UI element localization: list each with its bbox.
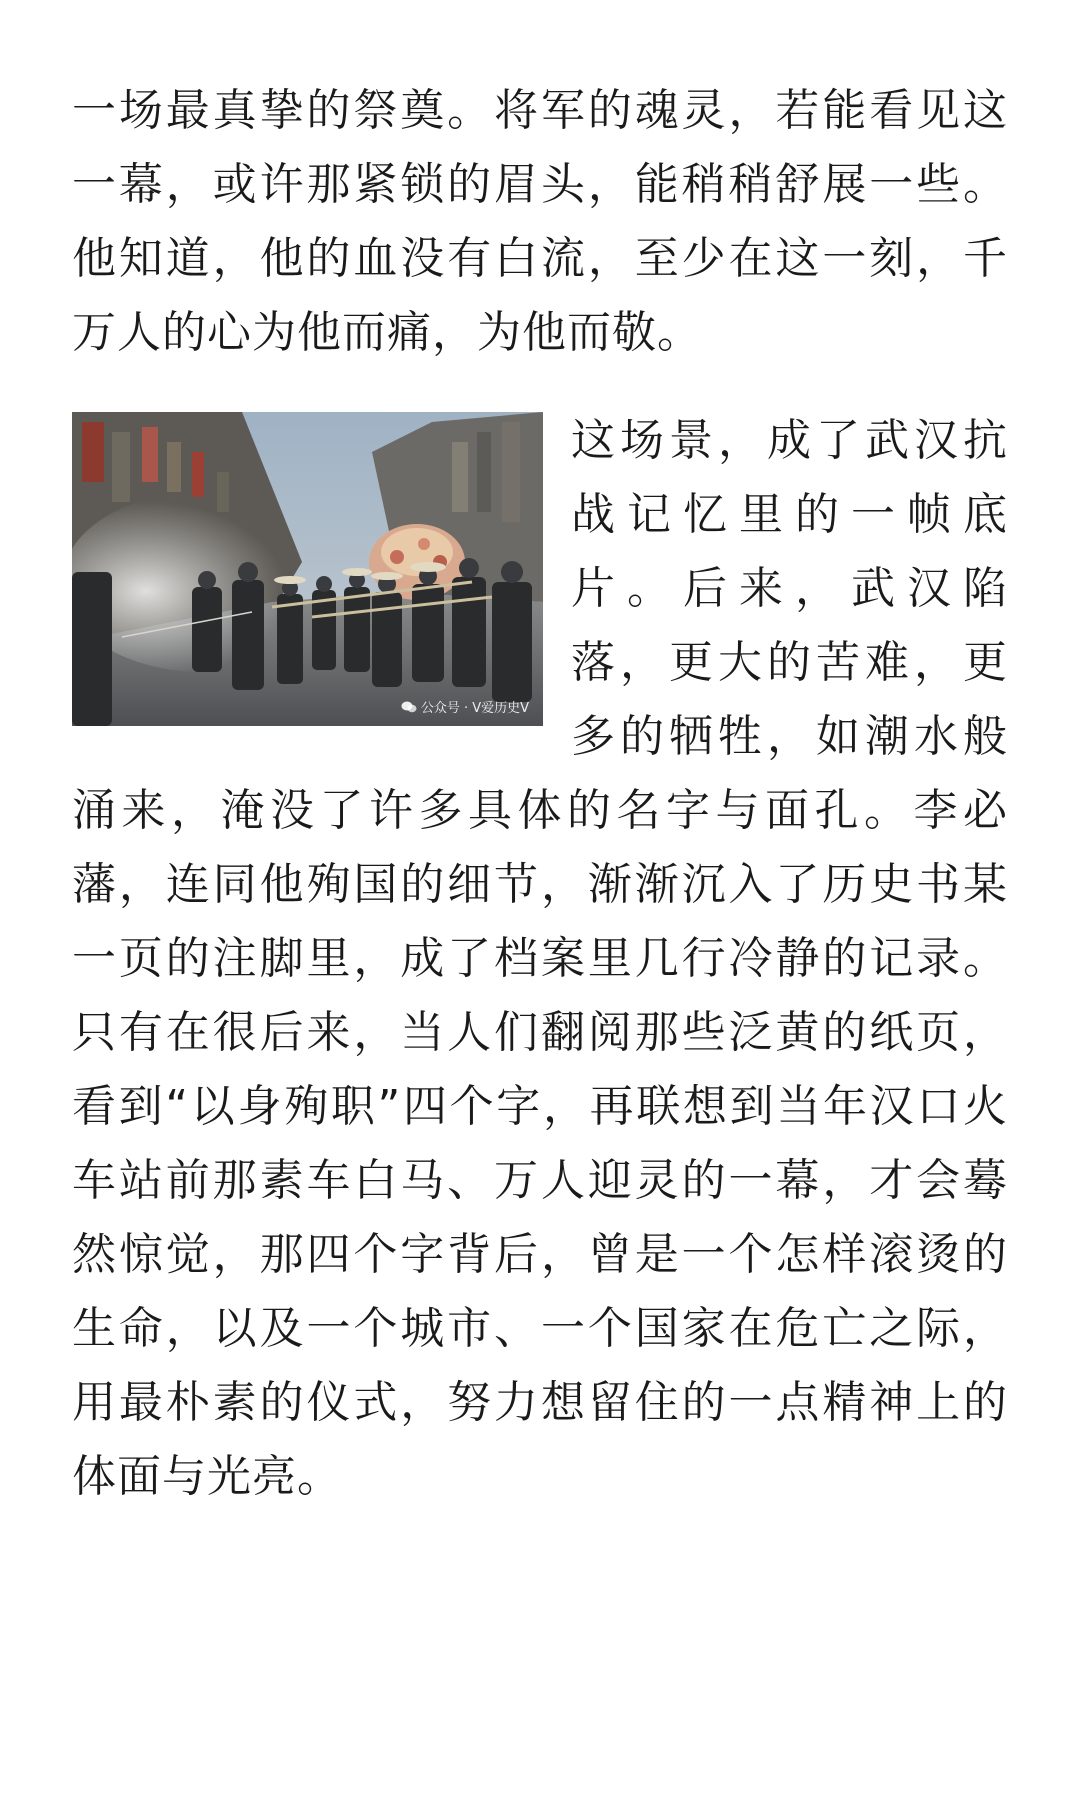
article-body: [72, 74, 1008, 1514]
article-paragraph: 一场最真挚的祭奠。将军的魂灵，若能看见这一幕，或许那紧锁的眉头，能稍稍舒展一些。他知道，他的血没有白流，至少在这一刻，千万人的心为他而痛，为他而敬。: [72, 85, 1008, 358]
funeral-procession-photo: [72, 412, 543, 726]
wechat-icon: [401, 701, 417, 713]
watermark-text: 公众号 · V爱历史V: [420, 701, 529, 716]
article-paragraph-with-figure: [72, 404, 1008, 1514]
article-paragraph: 这场景，成了武汉抗战记忆里的一帧底片。后来，武汉陷落，更大的苦难，更多的牺牲，如潮水般涌来，淹没了许多具体的名字与面孔。李必藩，连同他殉国的细节，渐渐沉入了历史书某一页的注脚里，成了档案里几行冷静的记录。只有在很后来，当人们翻阅那些泛黄的纸页，看到“以身殉职”四个字，再联想到当年汉口火车站前那素车白马、万人迎灵的一幕，才会蓦然惊觉，那四个字背后，曾是一个怎样滚烫的生命，以及一个城市、一个国家在危亡之际，用最朴素的仪式，努力想留住的一点精神上的体面与光亮。: [72, 415, 1008, 1502]
photo-watermark: [401, 697, 529, 716]
